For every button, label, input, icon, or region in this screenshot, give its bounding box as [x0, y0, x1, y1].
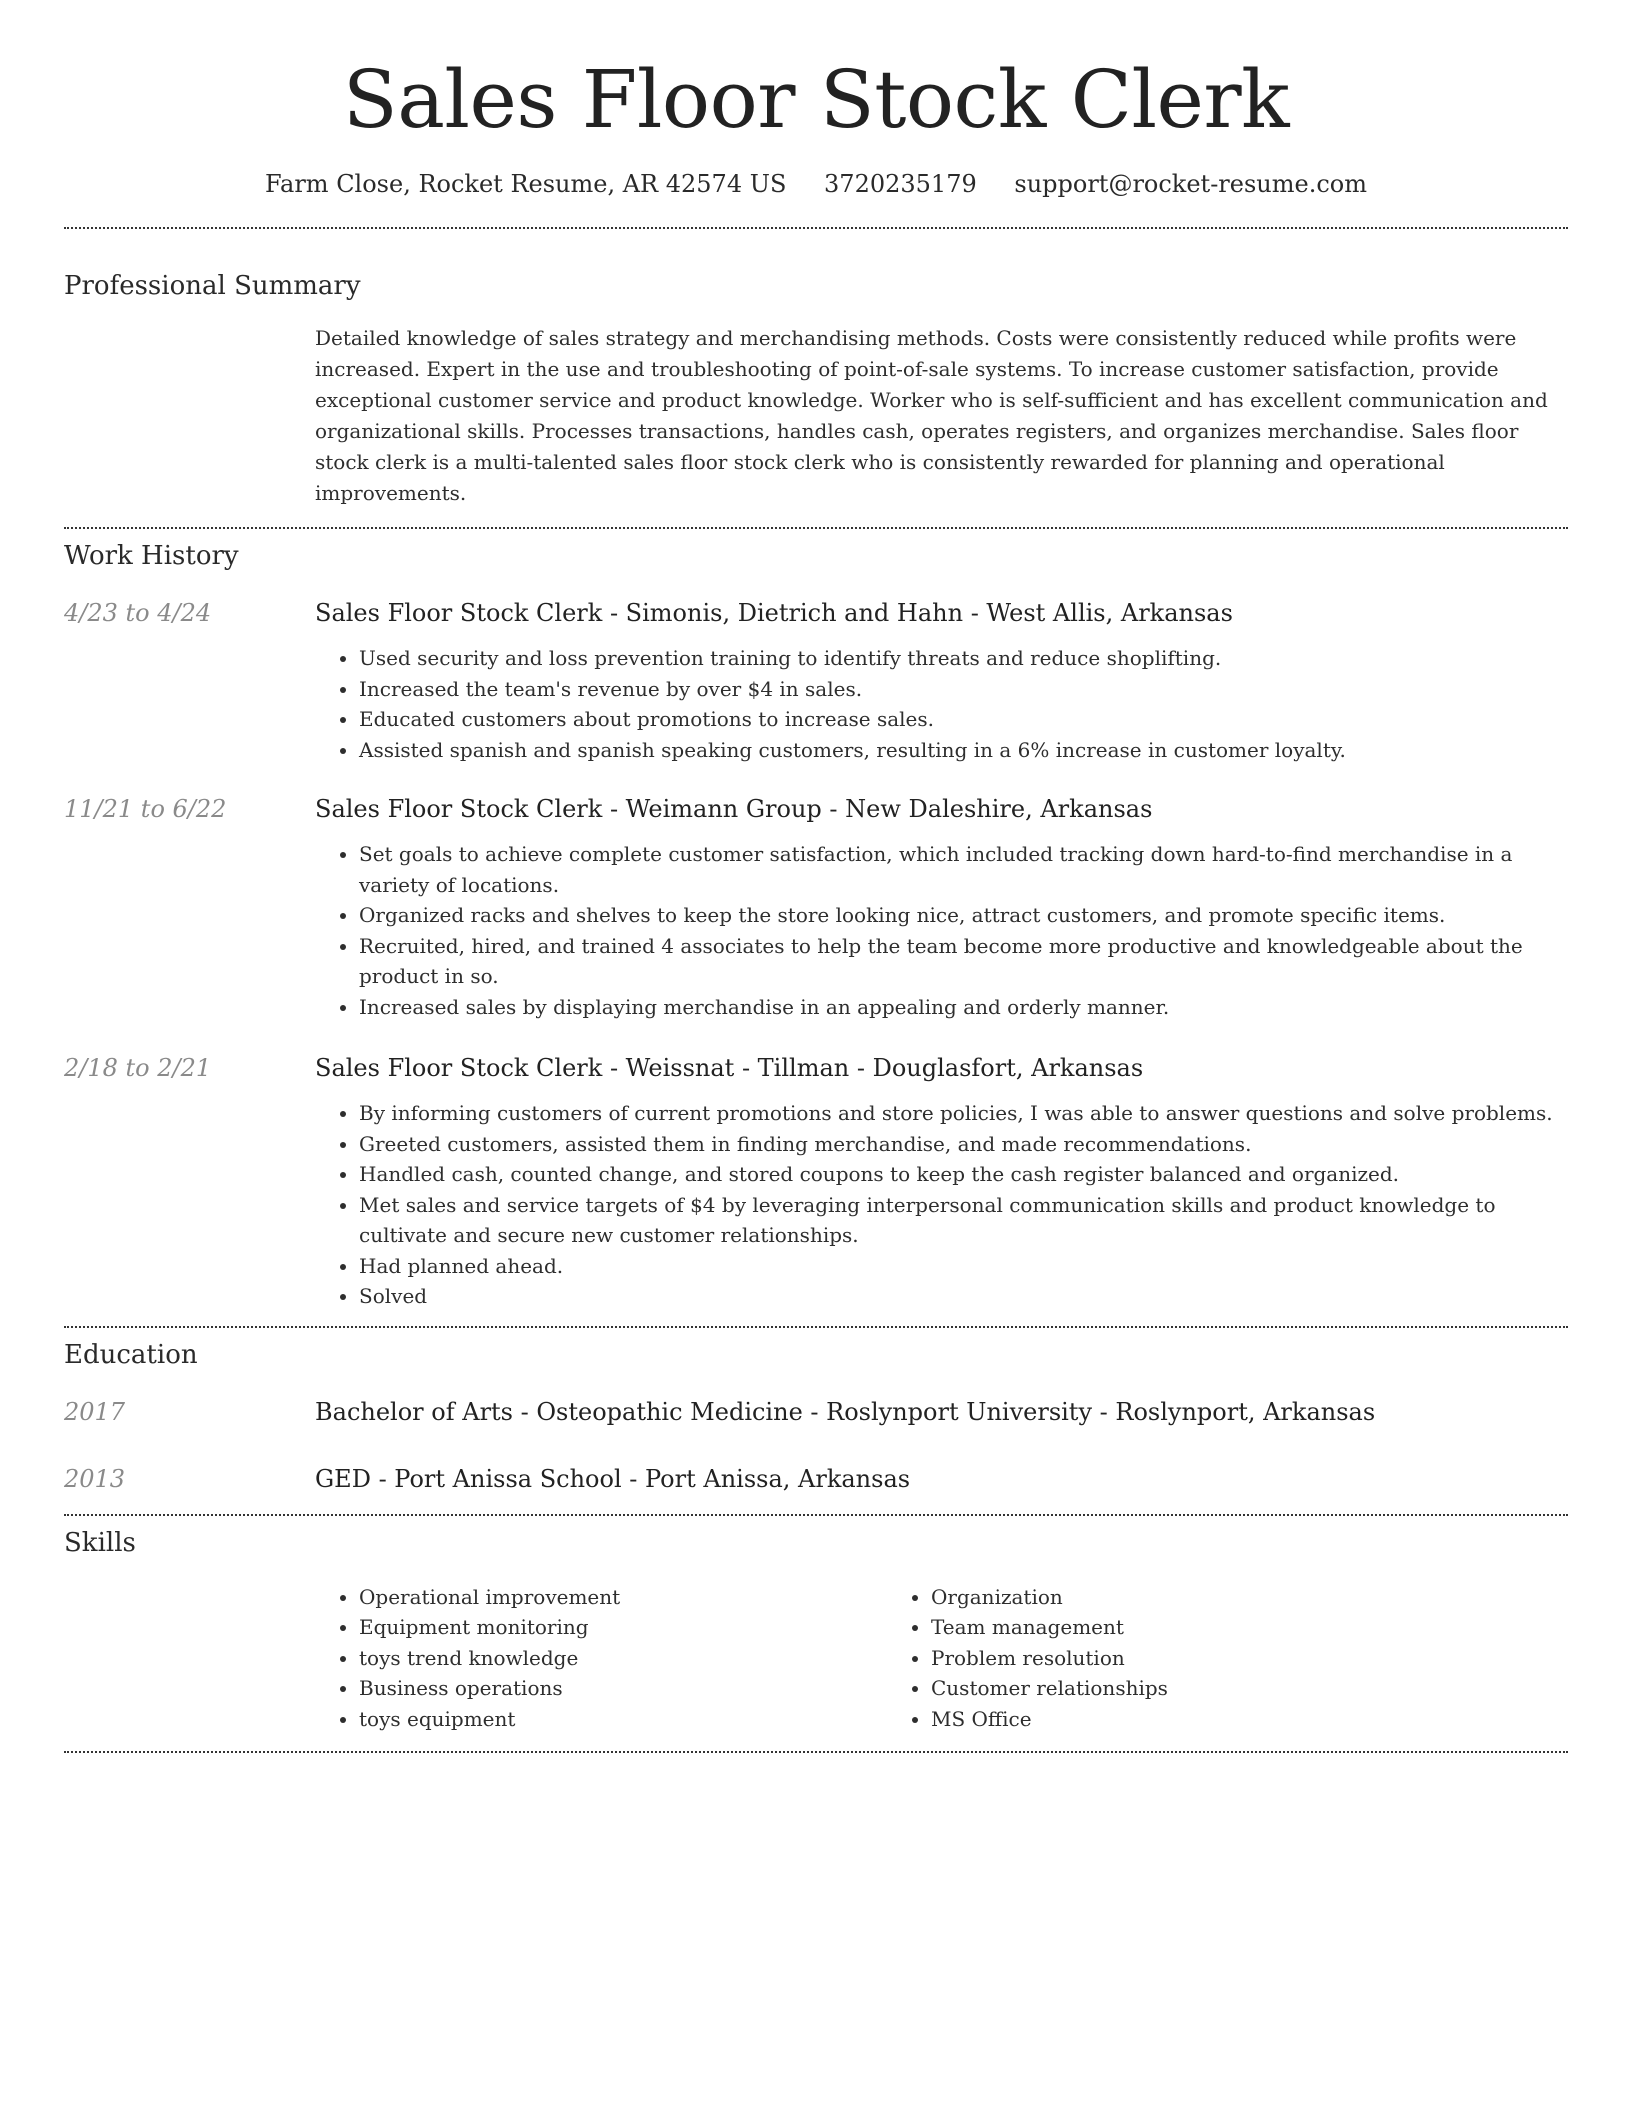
skill-item: • Business operations	[359, 1673, 887, 1704]
job-dates: 2/18 to 2/21	[64, 1054, 212, 1082]
job-body	[315, 793, 1568, 1022]
divider-header	[64, 227, 1568, 229]
candidate-name: Sales Floor Stock Clerk	[342, 53, 1290, 146]
job-bullet: • Set goals to achieve complete customer satisfaction, which included tracking down hard-to-find merchandise in a variety of locations.	[359, 839, 1568, 900]
job-body	[315, 1052, 1568, 1312]
job-bullet: • Increased sales by displaying merchandise in an appealing and orderly manner.	[359, 992, 1568, 1023]
contact-email: support@rocket-resume.com	[1014, 170, 1367, 198]
skills-list-left	[315, 1582, 887, 1735]
divider-work	[64, 1326, 1568, 1328]
education-year: 2013	[64, 1464, 126, 1493]
skill-item: • toys equipment	[359, 1704, 887, 1735]
education-body	[315, 1396, 1568, 1428]
summary-text: Detailed knowledge of sales strategy and merchandising methods. Costs were consistently reduced while profits were increased. Expert in the use and troubleshooting of point-of-sale systems. To increase customer satisfaction, provide exceptional customer service and product knowledge. Worker who is self-sufficient and has excellent communication and organizational skills. Processes transactions, handles cash, operates registers, and organizes merchandise. Sales floor stock clerk is a multi-talented sales floor stock clerk who is consistently rewarded for planning and operational improvements.	[315, 326, 1548, 505]
job-dates: 4/23 to 4/24	[64, 599, 212, 627]
section-title-work: Work History	[64, 541, 239, 571]
job-bullets	[315, 839, 1568, 1022]
section-summary	[64, 269, 1568, 509]
job-bullet: • Greeted customers, assisted them in finding merchandise, and made recommendations.	[359, 1129, 1568, 1160]
skill-item: • Customer relationships	[931, 1673, 1568, 1704]
job-bullet: • Recruited, hired, and trained 4 associates to help the team become more productive and knowledgeable about the product in so.	[359, 931, 1568, 992]
job-entry	[64, 1052, 1568, 1312]
education-body	[315, 1463, 1568, 1495]
job-bullet: • Met sales and service targets of $4 by leveraging interpersonal communication skills and product knowledge to cultivate and secure new customer relationships.	[359, 1190, 1568, 1251]
skill-item: • Organization	[931, 1582, 1568, 1613]
education-entry	[64, 1396, 1568, 1428]
job-bullet: • Increased the team's revenue by over $4 in sales.	[359, 674, 1568, 705]
section-education	[64, 1338, 1568, 1495]
job-bullets	[315, 643, 1568, 765]
job-heading: Sales Floor Stock Clerk - Simonis, Dietrich and Hahn - West Allis, Arkansas	[315, 599, 1233, 627]
section-skills	[64, 1526, 1568, 1735]
job-body	[315, 597, 1568, 765]
education-heading: Bachelor of Arts - Osteopathic Medicine - Roslynport University - Roslynport, Arkansas	[315, 1397, 1376, 1426]
job-dates: 11/21 to 6/22	[64, 795, 227, 823]
skill-item: • Problem resolution	[931, 1643, 1568, 1674]
job-bullet: • Had planned ahead.	[359, 1251, 1568, 1282]
skill-item: • MS Office	[931, 1704, 1568, 1735]
skill-item: • toys trend knowledge	[359, 1643, 887, 1674]
job-entry	[64, 597, 1568, 765]
skills-grid	[315, 1582, 1568, 1735]
job-bullet: • Solved	[359, 1281, 1568, 1312]
job-bullet: • By informing customers of current promotions and store policies, I was able to answer questions and solve problems.	[359, 1098, 1568, 1129]
job-heading: Sales Floor Stock Clerk - Weimann Group - New Daleshire, Arkansas	[315, 795, 1153, 823]
education-year: 2017	[64, 1397, 126, 1426]
skills-list-right	[887, 1582, 1568, 1735]
contact-address: Farm Close, Rocket Resume, AR 42574 US	[265, 170, 787, 198]
education-heading: GED - Port Anissa School - Port Anissa, Arkansas	[315, 1464, 911, 1493]
section-title-education: Education	[64, 1339, 198, 1370]
contact-line	[64, 168, 1568, 200]
section-work-history	[64, 539, 1568, 1312]
education-entry	[64, 1463, 1568, 1495]
divider-summary	[64, 527, 1568, 529]
skill-item: • Team management	[931, 1612, 1568, 1643]
section-title-skills: Skills	[64, 1527, 136, 1558]
job-bullet: • Assisted spanish and spanish speaking customers, resulting in a 6% increase in customer loyalty.	[359, 735, 1568, 766]
job-entry	[64, 793, 1568, 1022]
contact-phone: 3720235179	[824, 170, 977, 198]
job-bullet: • Used security and loss prevention training to identify threats and reduce shoplifting.	[359, 643, 1568, 674]
divider-skills	[64, 1751, 1568, 1753]
skill-item: • Equipment monitoring	[359, 1612, 887, 1643]
job-heading: Sales Floor Stock Clerk - Weissnat - Tillman - Douglasfort, Arkansas	[315, 1054, 1144, 1082]
job-bullet: • Handled cash, counted change, and stored coupons to keep the cash register balanced and organized.	[359, 1159, 1568, 1190]
job-bullets	[315, 1098, 1568, 1312]
divider-education	[64, 1514, 1568, 1516]
job-bullet: • Educated customers about promotions to increase sales.	[359, 704, 1568, 735]
section-title-summary: Professional Summary	[64, 271, 361, 301]
job-bullet: • Organized racks and shelves to keep the store looking nice, attract customers, and promote specific items.	[359, 900, 1568, 931]
skill-item: • Operational improvement	[359, 1582, 887, 1613]
